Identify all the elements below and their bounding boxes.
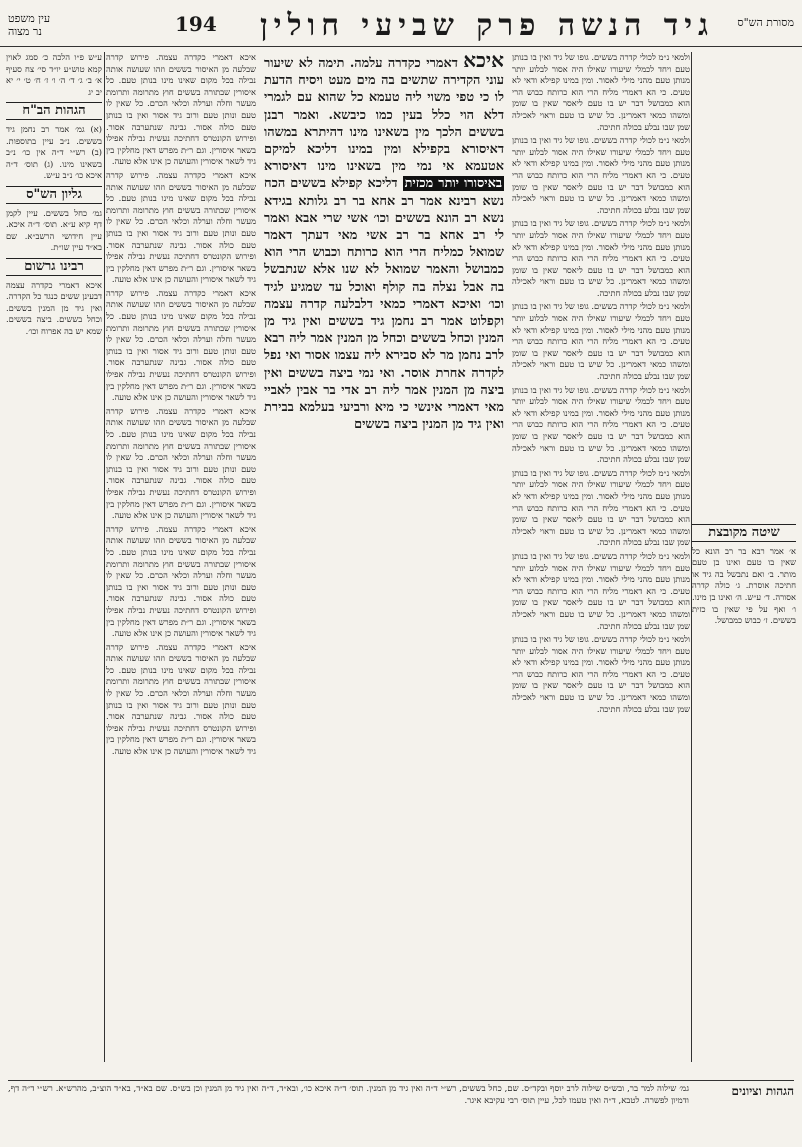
gemara-text-3: וקפלוט אמר רב נחמן גיד בששים ואין גיד מן המנין וכחל בששים וכחל מן המנין אמר ליה רבא לרב נחמן מר לא סבירא ליה עצמו אסור ואי נפל לקדרה אחרת אוסר. ואי נמי ביצה בששים ואין ביצה מן המנין אמר ליה רב אדי בר אבין לאביי מאי דאמרי אינשי כי מיא ורביעי בעלמא בבירת [264, 314, 504, 416]
rashi-text-cont-5: ולמאי נ״מ לכולי קדרה בששים. גופו של גיד ואין בו בנותן טעם ויחד לכמלי שיעורו שאילו היה אסור לבלוע יותר מנותן טעם מהני מילי לאסור. ומין במינו קפילא ודאי לא טעים. כי הא דאמרי מליח הרי הוא כרותח כבוש הרי הוא כמבושל דבר יש בו טעם ליאסר שאין בו שומן ומשהו כמאי דאמרינן. כל שיש בו טעם וראוי לאכילה שמן שבו נבלע בכולה חתיכה. [512, 467, 690, 548]
gemara-lead-word: איכא [463, 52, 504, 72]
column-divider-right [691, 52, 692, 1062]
tosafot-text-cont: איכא דאמרי כקדרה עצמה. פירוש קדרה שבלעה מן האיסור בששים וזהו שעושה אותה נבילה בכל מקום שאינו מינו בנותן טעם. כל איסורין שבתורה בששים חוץ מתרומה ותרומת מעשר וחלה וערלה וכלאי הכרם. כל שאין לו טעם ונותן טעם ורוב גיד אסור ואין בו בנותן טעם כולה אסור. גבינה שנתערבה אסור. ופירוש הקונטרס דחתיכה נעשית נבילה אפילו בשאר איסורין. וגם ר״ת מפרש דאין מחלקין בין גיד לשאר איסורין והעושה כן אינו אלא טועה. [106, 169, 256, 285]
tosafot-text: איכא דאמרי כקדרה עצמה. פירוש קדרה שבלעה מן האיסור בששים וזהו שעושה אותה נבילה בכל מקום שאינו מינו בנותן טעם. כל איסורין שבתורה בששים חוץ מתרומה ותרומת מעשר וחלה וערלה וכלאי הכרם. כל שאין לו טעם ונותן טעם ורוב גיד אסור ואין בו בנותן טעם כולה אסור. גבינה שנתערבה אסור. ופירוש הקונטרס דחתיכה נעשית נבילה אפילו בשאר איסורין. וגם ר״ת מפרש דאין מחלקין בין גיד לשאר איסורין והעושה כן אינו אלא טועה. [106, 52, 256, 167]
left-margin [6, 52, 102, 1062]
ein-mishpat-text: ע״ש פ״ו הלכה כ׳ סמג לאוין קמא טוש״ע יו״ד סי׳ צח סעיף א׳ ב׳ ג׳ ד׳ ה׳ ו׳ ז׳ ח׳ ט׳ י׳ יא יב יג [6, 52, 102, 97]
shita-mekubetzet-text: א׳ אמר רבא בר רב הונא כל שאין בו טעם ואינו בן טעם מותר. ב׳ ואם נתבשל בה גיד או חתיכה אוסרת. ג׳ כולה קדרה אסורה. ד׳ ע״ש. ה׳ ואינו בן מינו. ו׳ ואף על פי שאין בו כזית בששים. ז׳ כבוש כמבושל. [692, 545, 796, 626]
rashi-column [512, 52, 690, 1062]
gemara-text-1: דאמרי כקדרה עלמה. תימה לא שיעור עוני הקדירה שתשים בה מים מעט ויסיח הדעת לו כי טפי משוי ליה טעמא כל שהוא עם לגמרי דלא הוי כלל בעין כמו כיבשא. ואמר רבנן בששים הלכך מין בשאינו מינו דהיתרא במשהו דאיסורא בקפילא ומין במינו דליכא למיקם אטעמא אי נמי מין בשאינו מינו דאיסורא [264, 56, 504, 175]
hagahot-habach-title: הגהות הב"ח [6, 102, 102, 120]
rashi-text-cont-6: ולמאי נ״מ לכולי קדרה בששים. גופו של גיד ואין בו בנותן טעם ויחד לכמלי שיעורו שאילו היה אסור לבלוע יותר מנותן טעם מהני מילי לאסור. ומין במינו קפילא ודאי לא טעים. כי הא דאמרי מליח הרי הוא כרותח כבוש הרי הוא כמבושל דבר יש בו טעם ליאסר שאין בו שומן ומשהו כמאי דאמרינן. כל שיש בו טעם וראוי לאכילה שמן שבו נבלע בכולה חתיכה. [512, 550, 690, 631]
rashi-text-cont: ולמאי נ״מ לכולי קדרה בששים. גופו של גיד ואין בו בנותן טעם ויחד לכמלי שיעורו שאילו היה אסור לבלוע יותר מנותן טעם מהני מילי לאסור. ומין במינו קפילא ודאי לא טעים. כי הא דאמרי מליח הרי הוא כרותח כבוש הרי הוא כמבושל דבר יש בו טעם ליאסר שאין בו שומן ומשהו כמאי דאמרינן. כל שיש בו טעם וראוי לאכילה שמן שבו נבלע בכולה חתיכה. [512, 135, 690, 215]
highlighted-phrase[interactable]: באיסורו יותר מכזית [404, 176, 502, 192]
gemara-column [264, 52, 504, 712]
shita-mekubetzet-title: שיטה מקובצת [692, 524, 796, 542]
gilyon-hashas-text: גמ׳ כחל בששים. עיין לקמן דף קיא ע״א. תוס׳ ד״ה איכא. עיין חידושי הרשב״א. שם בא״ד עיין שו״ת. [6, 207, 102, 253]
rashi-text-cont-3: ולמאי נ״מ לכולי קדרה בששים. גופו של גיד ואין בו בנותן טעם ויחד לכמלי שיעורו שאילו היה אסור לבלוע יותר מנותן טעם מהני מילי לאסור. ומין במינו קפילא ודאי לא טעים. כי הא דאמרי מליח הרי הוא כרותח כבוש הרי הוא כמבושל דבר יש בו טעם ליאסר שאין בו שומן ומשהו כמאי דאמרינן. כל שיש בו טעם וראוי לאכילה שמן שבו נבלע בכולה חתיכה. [512, 301, 690, 382]
ein-mishpat-label: עין משפט נר מצוה [8, 12, 51, 38]
masoret-hashas-label: מסורת הש"ס [737, 16, 794, 29]
gemara-text-2: דליכא קפילא בששים הכח נשא רבינא אמר רב אחא בר רב גלותא בגידא נשא רב הונא בששים וכו׳ אשי שרי אבא ואמר לי רב אחא בר רב אשי מאי דעתך דאמר שמואל כמליח הרי הוא כרותח וכבוש הרי הוא כמבושל והאמר שמואל לא שנו אלא שנתבשל בה אבל נצלה בה קולף ואוכל עד שמגיע לגיד וכו׳ ואיכא דאמרי כמאי דלבלעה קדרה עצמה [264, 176, 504, 312]
page-number: 194 [175, 12, 217, 36]
right-margin [692, 520, 796, 900]
tosafot-text-cont-4: איכא דאמרי כקדרה עצמה. פירוש קדרה שבלעה מן האיסור בששים וזהו שעושה אותה נבילה בכל מקום שאינו מינו בנותן טעם. כל איסורין שבתורה בששים חוץ מתרומה ותרומת מעשר וחלה וערלה וכלאי הכרם. כל שאין לו טעם ונותן טעם ורוב גיד אסור ואין בו בנותן טעם כולה אסור. גבינה שנתערבה אסור. ופירוש הקונטרס דחתיכה נעשית נבילה אפילו בשאר איסורין. וגם ר״ת מפרש דאין מחלקין בין גיד לשאר איסורין והעושה כן אינו אלא טועה. [106, 523, 256, 639]
rashi-text-cont-4: ולמאי נ״מ לכולי קדרה בששים. גופו של גיד ואין בו בנותן טעם ויחד לכמלי שיעורו שאילו היה אסור לבלוע יותר מנותן טעם מהני מילי לאסור. ומין במינו קפילא ודאי לא טעים. כי הא דאמרי מליח הרי הוא כרותח כבוש הרי הוא כמבושל דבר יש בו טעם ליאסר שאין בו שומן ומשהו כמאי דאמרינן. כל שיש בו טעם וראוי לאכילה שמן שבו נבלע בכולה חתיכה. [512, 384, 690, 465]
page-title: גיד הנשה פרק שביעי חולין [260, 8, 714, 43]
gemara-closing: ואין גיד מן המנין ביצה בששים [354, 417, 504, 433]
rabbeinu-gershom-text: איכא דאמרי כקדרה עצמה דבעינן ששים כנגד כל הקדרה. ואין גיד מן המנין בששים. וכחל בששים. ביצה בששים. שמא יש בה אפרוח וכו׳. [6, 279, 102, 336]
footer-notes [8, 1080, 794, 1139]
tosafot-text-cont-2: איכא דאמרי כקדרה עצמה. פירוש קדרה שבלעה מן האיסור בששים וזהו שעושה אותה נבילה בכל מקום שאינו מינו בנותן טעם. כל איסורין שבתורה בששים חוץ מתרומה ותרומת מעשר וחלה וערלה וכלאי הכרם. כל שאין לו טעם ונותן טעם ורוב גיד אסור ואין בו בנותן טעם כולה אסור. גבינה שנתערבה אסור. ופירוש הקונטרס דחתיכה נעשית נבילה אפילו בשאר איסורין. וגם ר״ת מפרש דאין מחלקין בין גיד לשאר איסורין והעושה כן אינו אלא טועה. [106, 287, 256, 403]
footer-text: גמ׳ שילוה למר בר, ובש״ס שילוה לרב יוסף ובקד״ס. שם, כחל בששים, רש״י ד״ה ואין גיד מן המנין. תוס׳ ד״ה איכא כו׳, ובא״ד, ד״ה ואין גיד מן המנין וכן בש״ס. שם בא״ד, בא״ד הוצ״ב, מהרש״א. רש״י ד״ה דף, ודמיון לפשרה. לטבא, ד״ה ואין טעמו לכל, עיין תוס׳ רבי עקיבא איגר. [8, 1084, 689, 1106]
tosafot-column [106, 52, 256, 1062]
rashi-text-cont-7: ולמאי נ״מ לכולי קדרה בששים. גופו של גיד ואין בו בנותן טעם ויחד לכמלי שיעורו שאילו היה אסור לבלוע יותר מנותן טעם מהני מילי לאסור. ומין במינו קפילא ודאי לא טעים. כי הא דאמרי מליח הרי הוא כרותח כבוש הרי הוא כמבושל דבר יש בו טעם ליאסר שאין בו שומן ומשהו כמאי דאמרינן. כל שיש בו טעם וראוי לאכילה שמן שבו נבלע בכולה חתיכה. [512, 634, 690, 714]
rabbeinu-gershom-title: רבינו גרשום [6, 258, 102, 276]
footer-title: הגהות וציונים [731, 1084, 794, 1098]
page-header [0, 6, 802, 47]
rashi-text-cont-2: ולמאי נ״מ לכולי קדרה בששים. גופו של גיד ואין בו בנותן טעם ויחד לכמלי שיעורו שאילו היה אסור לבלוע יותר מנותן טעם מהני מילי לאסור. ומין במינו קפילא ודאי לא טעים. כי הא דאמרי מליח הרי הוא כרותח כבוש הרי הוא כמבושל דבר יש בו טעם ליאסר שאין בו שומן ומשהו כמאי דאמרינן. כל שיש בו טעם וראוי לאכילה שמן שבו נבלע בכולה חתיכה. [512, 218, 690, 298]
hagahot-habach-text: (א) גמ׳ אמר רב נחמן גיד בששים. נ״ב עיין בתוספות. (ב) רש״י ד״ה אין כו׳ נ״ב בשאינו מינו. (ג) תוס׳ ד״ה איכא כו׳ נ״ב ע״ש. [6, 123, 102, 181]
tosafot-text-cont-5: איכא דאמרי כקדרה עצמה. פירוש קדרה שבלעה מן האיסור בששים וזהו שעושה אותה נבילה בכל מקום שאינו מינו בנותן טעם. כל איסורין שבתורה בששים חוץ מתרומה ותרומת מעשר וחלה וערלה וכלאי הכרם. כל שאין לו טעם ונותן טעם ורוב גיד אסור ואין בו בנותן טעם כולה אסור. גבינה שנתערבה אסור. ופירוש הקונטרס דחתיכה נעשית נבילה אפילו בשאר איסורין. וגם ר״ת מפרש דאין מחלקין בין גיד לשאר איסורין והעושה כן אינו אלא טועה. [106, 641, 256, 757]
tosafot-text-cont-3: איכא דאמרי כקדרה עצמה. פירוש קדרה שבלעה מן האיסור בששים וזהו שעושה אותה נבילה בכל מקום שאינו מינו בנותן טעם. כל איסורין שבתורה בששים חוץ מתרומה ותרומת מעשר וחלה וערלה וכלאי הכרם. כל שאין לו טעם ונותן טעם ורוב גיד אסור ואין בו בנותן טעם כולה אסור. גבינה שנתערבה אסור. ופירוש הקונטרס דחתיכה נעשית נבילה אפילו בשאר איסורין. וגם ר״ת מפרש דאין מחלקין בין גיד לשאר איסורין והעושה כן אינו אלא טועה. [106, 405, 256, 521]
column-divider-left [104, 52, 105, 1062]
rashi-text: ולמאי נ״מ לכולי קדרה בששים. גופו של גיד ואין בו בנותן טעם ויחד לכמלי שיעורו שאילו היה אסור לבלוע יותר מנותן טעם מהני מילי לאסור. ומין במינו קפילא ודאי לא טעים. כי הא דאמרי מליח הרי הוא כרותח כבוש הרי הוא כמבושל דבר יש בו טעם ליאסר שאין בו שומן ומשהו כמאי דאמרינן. כל שיש בו טעם וראוי לאכילה שמן שבו נבלע בכולה חתיכה. [512, 52, 690, 132]
gilyon-hashas-title: גליון הש"ס [6, 186, 102, 204]
